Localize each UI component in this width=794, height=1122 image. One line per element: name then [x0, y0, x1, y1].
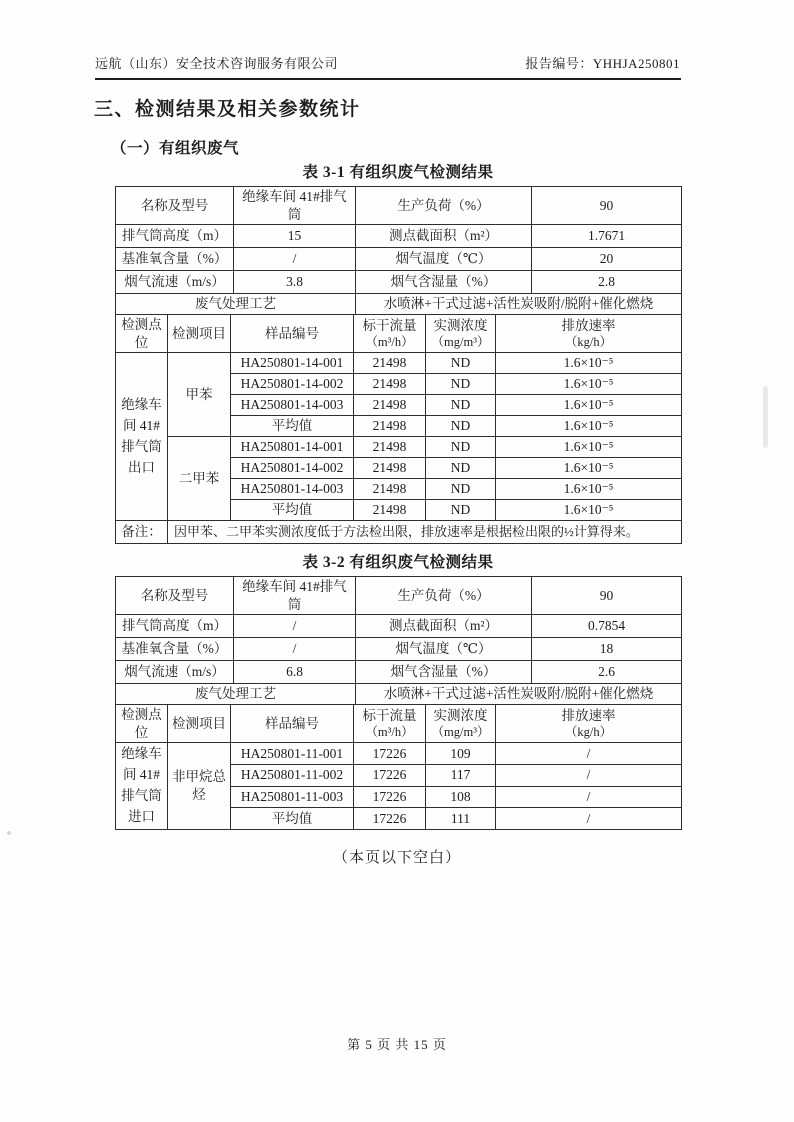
info-label: 烟气流速（m/s） — [116, 661, 234, 684]
column-header-point: 检测点位 — [116, 705, 168, 743]
flow-cell: 21498 — [354, 437, 426, 458]
rate-cell: 1.6×10⁻⁵ — [496, 500, 682, 521]
info-value: 90 — [532, 577, 682, 615]
concentration-cell: 109 — [426, 743, 496, 765]
column-header-item: 检测项目 — [168, 705, 231, 743]
column-header-rate: 排放速率 （kg/h） — [496, 315, 682, 353]
flow-cell: 21498 — [354, 416, 426, 437]
table-header-row — [116, 315, 682, 353]
info-label: 烟气含湿量（%） — [356, 661, 532, 684]
sample-cell: HA250801-14-001 — [231, 437, 354, 458]
table-row — [116, 638, 682, 661]
info-value: / — [234, 248, 356, 271]
flow-cell: 21498 — [354, 374, 426, 395]
info-label: 烟气温度（℃） — [356, 638, 532, 661]
note-label: 备注： — [116, 521, 168, 544]
flow-cell: 21498 — [354, 479, 426, 500]
table-row — [116, 661, 682, 684]
subsection-title: （一）有组织废气 — [111, 140, 240, 157]
flow-cell: 17226 — [354, 808, 426, 830]
sample-cell: HA250801-14-001 — [231, 353, 354, 374]
table-row — [116, 248, 682, 271]
flow-cell: 21498 — [354, 353, 426, 374]
table-row — [116, 271, 682, 294]
rate-cell: / — [496, 743, 682, 765]
column-header-sample: 样品编号 — [231, 705, 354, 743]
info-label: 名称及型号 — [116, 187, 234, 225]
sample-cell: HA250801-14-002 — [231, 458, 354, 479]
column-header-concentration: 实测浓度 （mg/m³） — [426, 315, 496, 353]
flow-cell: 17226 — [354, 764, 426, 786]
info-label: 基准氧含量（%） — [116, 638, 234, 661]
info-label: 烟气温度（℃） — [356, 248, 532, 271]
info-value: 3.8 — [234, 271, 356, 294]
rate-cell: / — [496, 808, 682, 830]
sample-cell: HA250801-14-003 — [231, 395, 354, 416]
table-row — [116, 743, 682, 765]
scan-artifact — [763, 386, 768, 448]
info-value: 2.8 — [532, 271, 682, 294]
concentration-cell: ND — [426, 500, 496, 521]
column-header-sample: 样品编号 — [231, 315, 354, 353]
info-value: 18 — [532, 638, 682, 661]
column-header-flow: 标干流量 （m³/h） — [354, 315, 426, 353]
info-label: 排气筒高度（m） — [116, 615, 234, 638]
table-row — [116, 577, 682, 615]
process-label: 废气处理工艺 — [116, 294, 356, 315]
process-label: 废气处理工艺 — [116, 684, 356, 705]
rate-cell: 1.6×10⁻⁵ — [496, 353, 682, 374]
page-number: 第 5 页 共 15 页 — [347, 1037, 447, 1052]
rate-cell: 1.6×10⁻⁵ — [496, 437, 682, 458]
info-value: 绝缘车间 41#排气筒 — [234, 577, 356, 615]
monitoring-point-cell: 绝缘车间 41#排气筒进口 — [116, 743, 168, 830]
info-label: 生产负荷（%） — [356, 187, 532, 225]
table-3-1-detail — [115, 314, 682, 544]
info-value: 6.8 — [234, 661, 356, 684]
concentration-cell: ND — [426, 374, 496, 395]
info-value: 15 — [234, 225, 356, 248]
flow-cell: 17226 — [354, 786, 426, 808]
table-header-row — [116, 705, 682, 743]
page-header — [95, 53, 680, 72]
rate-cell: 1.6×10⁻⁵ — [496, 416, 682, 437]
info-value: 绝缘车间 41#排气筒 — [234, 187, 356, 225]
table-row — [116, 684, 682, 705]
table-row — [116, 294, 682, 315]
rate-cell: 1.6×10⁻⁵ — [496, 458, 682, 479]
info-label: 生产负荷（%） — [356, 577, 532, 615]
note-text: 因甲苯、二甲苯实测浓度低于方法检出限，排放速率是根据检出限的½计算得来。 — [168, 521, 682, 544]
scan-artifact — [7, 831, 11, 835]
table-row — [116, 353, 682, 374]
info-label: 基准氧含量（%） — [116, 248, 234, 271]
rate-cell: 1.6×10⁻⁵ — [496, 395, 682, 416]
flow-cell: 21498 — [354, 395, 426, 416]
sample-cell: HA250801-14-003 — [231, 479, 354, 500]
concentration-cell: 117 — [426, 764, 496, 786]
sample-cell: 平均值 — [231, 416, 354, 437]
table-3-1-info — [115, 186, 682, 315]
column-header-rate: 排放速率 （kg/h） — [496, 705, 682, 743]
table-3-1-title: 表 3-1 有组织废气检测结果 — [302, 164, 494, 181]
monitoring-point-cell: 绝缘车间 41#排气筒出口 — [116, 353, 168, 521]
concentration-cell: ND — [426, 437, 496, 458]
table-3-2-section — [115, 550, 681, 830]
table-row — [116, 225, 682, 248]
info-value: 20 — [532, 248, 682, 271]
info-value: 0.7854 — [532, 615, 682, 638]
info-value: / — [234, 615, 356, 638]
company-name: 远航（山东）安全技术咨询服务有限公司 — [95, 56, 339, 71]
rate-cell: 1.6×10⁻⁵ — [496, 479, 682, 500]
rate-cell: / — [496, 786, 682, 808]
item-cell: 非甲烷总烃 — [168, 743, 231, 830]
concentration-cell: 111 — [426, 808, 496, 830]
info-value: / — [234, 638, 356, 661]
concentration-cell: 108 — [426, 786, 496, 808]
column-header-concentration: 实测浓度 （mg/m³） — [426, 705, 496, 743]
report-number: 报告编号：YHHJA250801 — [525, 56, 680, 71]
info-value: 90 — [532, 187, 682, 225]
sample-cell: HA250801-11-001 — [231, 743, 354, 765]
info-label: 烟气流速（m/s） — [116, 271, 234, 294]
rate-cell: / — [496, 764, 682, 786]
sample-cell: 平均值 — [231, 808, 354, 830]
table-3-2-detail — [115, 704, 682, 830]
table-3-1-section — [115, 160, 681, 544]
process-value: 水喷淋+干式过滤+活性炭吸附/脱附+催化燃烧 — [356, 294, 682, 315]
info-label: 测点截面积（m²） — [356, 225, 532, 248]
column-header-item: 检测项目 — [168, 315, 231, 353]
flow-cell: 21498 — [354, 500, 426, 521]
header-rule — [95, 78, 681, 80]
table-3-2-title: 表 3-2 有组织废气检测结果 — [302, 554, 494, 571]
info-label: 测点截面积（m²） — [356, 615, 532, 638]
rate-cell: 1.6×10⁻⁵ — [496, 374, 682, 395]
sample-cell: HA250801-11-002 — [231, 764, 354, 786]
table-row — [116, 437, 682, 458]
blank-below-note: （本页以下空白） — [332, 850, 461, 866]
info-value: 2.6 — [532, 661, 682, 684]
table-row — [116, 187, 682, 225]
table-row — [116, 615, 682, 638]
concentration-cell: ND — [426, 458, 496, 479]
sample-cell: HA250801-11-003 — [231, 786, 354, 808]
concentration-cell: ND — [426, 416, 496, 437]
process-value: 水喷淋+干式过滤+活性炭吸附/脱附+催化燃烧 — [356, 684, 682, 705]
concentration-cell: ND — [426, 479, 496, 500]
concentration-cell: ND — [426, 353, 496, 374]
sample-cell: 平均值 — [231, 500, 354, 521]
column-header-point: 检测点位 — [116, 315, 168, 353]
info-value: 1.7671 — [532, 225, 682, 248]
section-title: 三、检测结果及相关参数统计 — [94, 99, 361, 120]
info-label: 烟气含湿量（%） — [356, 271, 532, 294]
table-note-row — [116, 521, 682, 544]
concentration-cell: ND — [426, 395, 496, 416]
flow-cell: 21498 — [354, 458, 426, 479]
info-label: 排气筒高度（m） — [116, 225, 234, 248]
sample-cell: HA250801-14-002 — [231, 374, 354, 395]
item-cell: 甲苯 — [168, 353, 231, 437]
column-header-flow: 标干流量 （m³/h） — [354, 705, 426, 743]
item-cell: 二甲苯 — [168, 437, 231, 521]
table-3-2-info — [115, 576, 682, 705]
info-label: 名称及型号 — [116, 577, 234, 615]
flow-cell: 17226 — [354, 743, 426, 765]
